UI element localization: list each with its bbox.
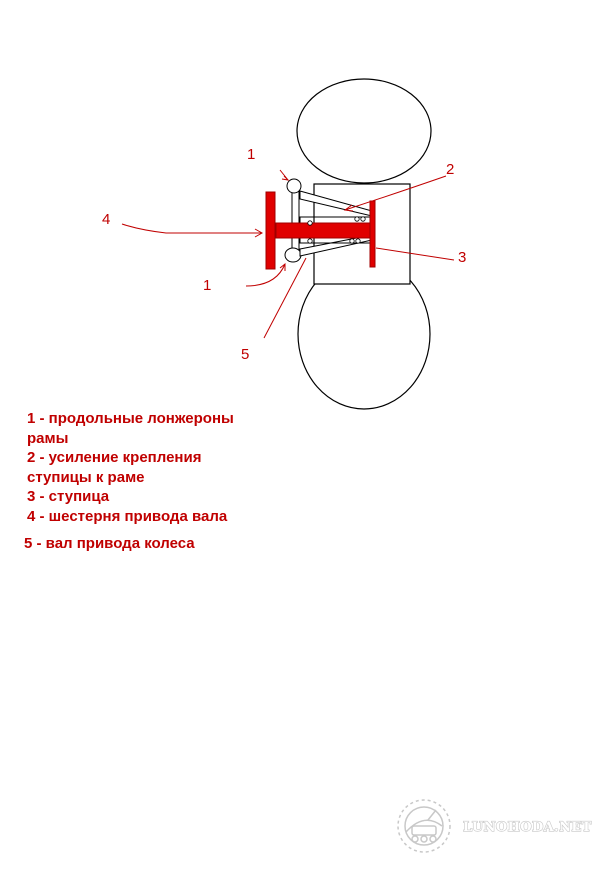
callout-1-bottom: 1	[203, 277, 212, 294]
watermark	[388, 790, 603, 860]
callout-2: 2	[446, 161, 455, 178]
watermark-text: LUNOHODA.NET	[463, 820, 592, 835]
bolt	[350, 239, 354, 243]
bolt	[308, 221, 312, 225]
frame-longeron-bottom	[285, 248, 301, 262]
legend-item-4: 4 - шестерня привода вала	[27, 507, 228, 525]
callout-5: 5	[241, 346, 250, 363]
legend	[24, 409, 287, 554]
lunokhod-rover-logo-icon	[398, 800, 450, 852]
leader-line-4	[122, 224, 262, 233]
arrowhead	[282, 176, 288, 180]
wheel-hub	[370, 201, 375, 267]
frame-longeron-top	[287, 179, 301, 193]
bolt	[355, 217, 359, 221]
callout-4: 4	[102, 211, 111, 228]
drive-shaft	[276, 223, 373, 238]
legend-item-3: 3 - ступица	[27, 488, 110, 505]
callout-3: 3	[458, 249, 467, 266]
legend-item-1: 1 - продольные лонжероны рамы	[27, 410, 234, 447]
bolt	[361, 217, 365, 221]
bolt	[308, 239, 312, 243]
bolt	[356, 239, 360, 243]
legend-item-2: 2 - усиление крепления ступицы к раме	[27, 449, 202, 486]
callout-1-top: 1	[247, 146, 256, 163]
legend-item-5: 5 - вал привода колеса	[24, 535, 195, 552]
upper-wheel	[297, 79, 431, 183]
drive-gear	[266, 192, 275, 269]
